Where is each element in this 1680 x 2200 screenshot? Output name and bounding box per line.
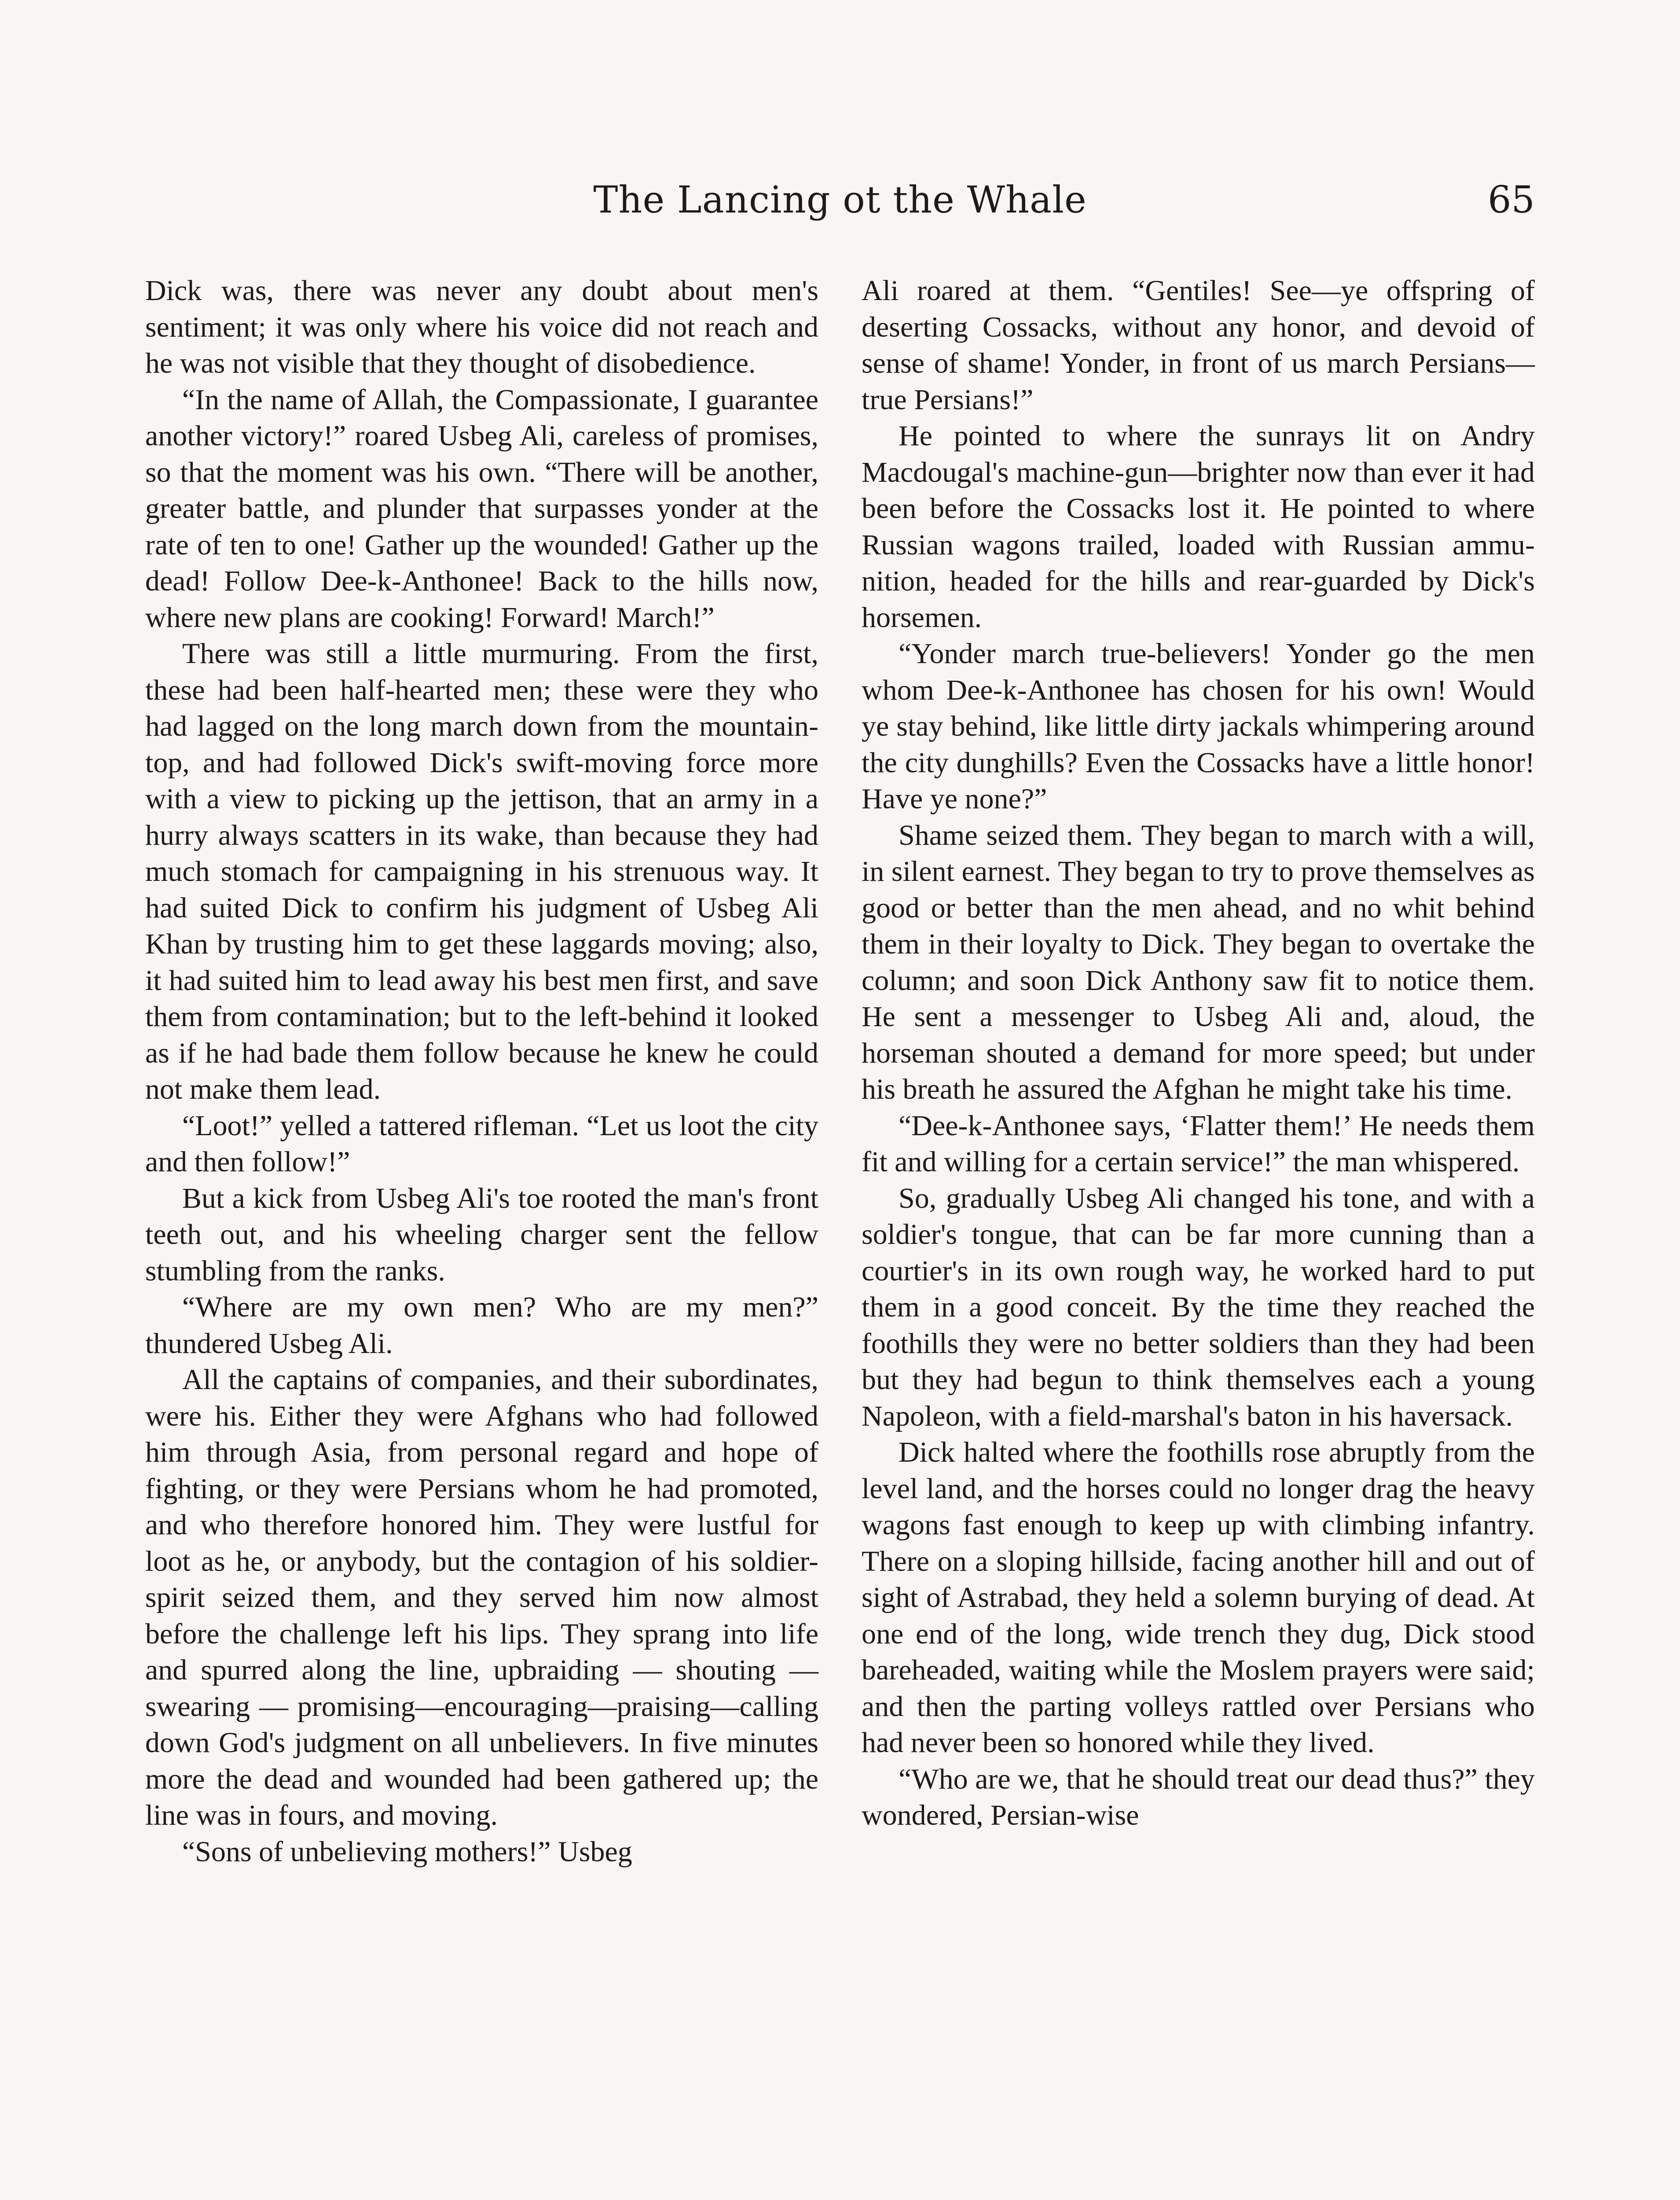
paragraph: “Loot!” yelled a tattered rifleman. “Let us loot the city and then follow!” [145,1109,818,1178]
paragraph: “Dee-k-Anthonee says, ‘Flatter them!’ He needs them fit and willing for a certain service!” the man whispered. [862,1109,1535,1178]
paragraph: “Sons of unbelieving mothers!” Usbeg [182,1835,632,1868]
paragraph: Ali roared at them. “Gentiles! See—ye offspring of deserting Cossacks, without any honor, and devoid of sense of shame! Yonder, in front of us march Persians— true Persians!” [862,275,1535,416]
paragraph: Shame seized them. They began to march with a will, in silent earnest. They began to try to prove themselves as good or better than the men ahead, and no whit behind them in their loyalty to Dick. They began to overtake the column; and soon Dick Anthony saw fit to notice them. He sent a messenger to Usbeg Ali and, aloud, the horseman shouted a demand for more speed; but under his breath he assured the Afghan he might take his time. [862,819,1535,1105]
paragraph: All the captains of companies, and their subordinates, were his. Either they were Afghans who had followed him through Asia, from personal regard and hope of fighting, or they were Persians whom he had promoted, and who therefore honored him. They were lustful for loot as he, or anybody, but the contagion of his soldier-spirit seized them, and they served him now almost before the challenge left his lips. They sprang into life and spurred along the line, upbraiding — shouting — swearing — promising—encouraging—praising—calling down God's judgment on all unbelievers. In five minutes more the dead and wounded had been gathered up; the line was in fours, and moving. [145,1364,818,1831]
paragraph: “Who are we, that he should treat our dead thus?” they wondered, Persian-wise [862,1763,1535,1831]
right-column [862,273,1535,1870]
left-column [145,273,818,1870]
paragraph: He pointed to where the sunrays lit on Andry Macdougal's machine-gun—brighter now than ever it had been before the Cossacks lost it. He pointed to where Russian wagons trailed, loaded with Russian ammunition, headed for the hills and rear-guarded by Dick's horsemen. [862,420,1535,634]
paragraph: Dick halted where the foothills rose abruptly from the level land, and the horses could no longer drag the heavy wagons fast enough to keep up with climbing infantry. There on a sloping hillside, facing another hill and out of sight of Astrabad, they held a solemn burying of dead. At one end of the long, wide trench they dug, Dick stood bareheaded, waiting while the Moslem prayers were said; and then the parting volleys rattled over Persians who had never been so honored while they lived. [862,1436,1535,1759]
paragraph: So, gradually Usbeg Ali changed his tone, and with a soldier's tongue, that can be far more cunning than a courtier's in its own rough way, he worked hard to put them in a good conceit. By the time they reached the foothills they were no better soldiers than they had been but they had begun to think themselves each a young Napoleon, with a field-marshal's baton in his haversack. [862,1182,1535,1432]
paragraph: “Yonder march true-believers! Yonder go the men whom Dee-k-Anthonee has chosen for his own! Would ye stay behind, like little dirty jackals whimpering around the city dunghills? Even the Cossacks have a little honor! Have ye none?” [862,638,1535,815]
paragraph: “In the name of Allah, the Compassionate, I guarantee another victory!” roared Usbeg Ali, careless of promises, so that the moment was his own. “There will be another, greater battle, and plunder that surpasses yonder at the rate of ten to one! Gather up the wounded! Gather up the dead! Follow Dee-k-Anthonee! Back to the hills now, where new plans are cooking! Forward! March!” [145,383,818,634]
body-columns [145,273,1535,1870]
paragraph: But a kick from Usbeg Ali's toe rooted the man's front teeth out, and his wheeling charger sent the fellow stumbling from the ranks. [145,1182,818,1287]
paragraph: Dick was, there was never any doubt about men's sentiment; it was only where his voice did not reach and he was not visible that they thought of disobedience. [145,275,818,379]
paragraph: There was still a little murmuring. From the first, these had been half-hearted men; these were they who had lagged on the long march down from the mountaintop, and had followed Dick's swift-moving force more with a view to picking up the jettison, that an army in a hurry always scatters in its wake, than because they had much stomach for campaigning in his strenuous way. It had suited Dick to confirm his judgment of Usbeg Ali Khan by trusting him to get these laggards moving; also, it had suited him to lead away his best men first, and save them from contamination; but to the left-behind it looked as if he had bade them follow because he knew he could not make them lead. [145,638,818,1105]
page-header [145,178,1535,240]
running-title: The Lancing ot the Whale [593,178,1087,221]
paragraph: “Where are my own men? Who are my men?” thundered Usbeg Ali. [145,1291,818,1360]
page-number: 65 [1488,178,1535,221]
